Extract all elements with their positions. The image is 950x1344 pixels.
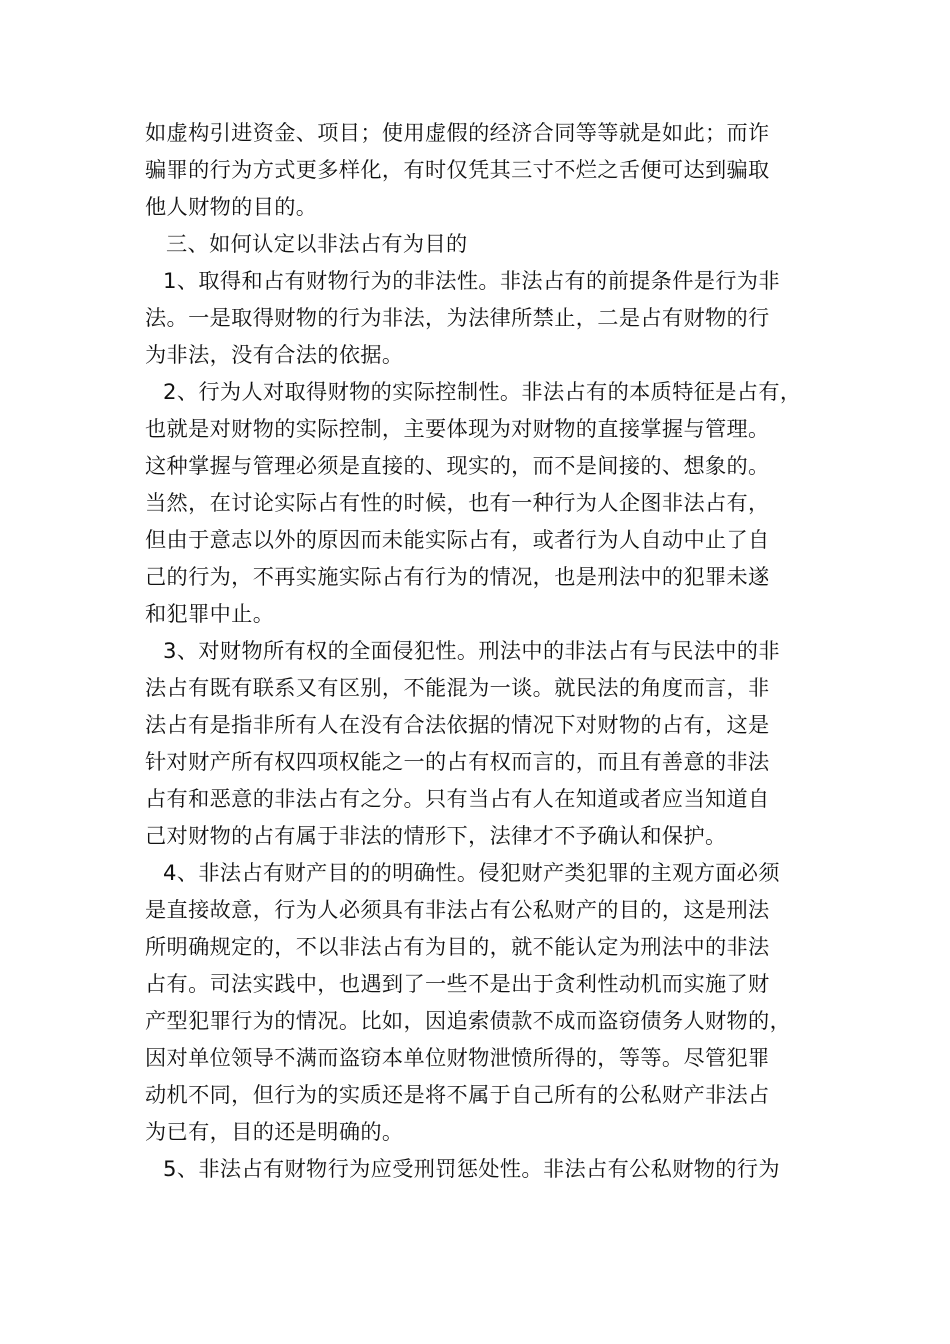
text-line: 为已有，目的还是明确的。: [145, 1119, 404, 1144]
text-line: 3、对财物所有权的全面侵犯性。刑法中的非法占有与民法中的非: [163, 638, 780, 663]
text-line: 也就是对财物的实际控制，主要体现为对财物的直接掌握与管理。: [145, 416, 770, 441]
text-line: 4、非法占有财产目的的明确性。侵犯财产类犯罪的主观方面必须: [163, 860, 780, 885]
text-line: 5、非法占有财物行为应受刑罚惩处性。非法占有公私财物的行为: [163, 1156, 780, 1181]
text-line: 骗罪的行为方式更多样化，有时仅凭其三寸不烂之舌便可达到骗取: [145, 157, 770, 182]
text-line: 法。一是取得财物的行为非法，为法律所禁止，二是占有财物的行: [145, 305, 770, 330]
text-line: 占有。司法实践中，也遇到了一些不是出于贪利性动机而实施了财: [145, 971, 770, 996]
text-line: 但由于意志以外的原因而未能实际占有，或者行为人自动中止了自: [145, 527, 770, 552]
text-line: 1、取得和占有财物行为的非法性。非法占有的前提条件是行为非: [163, 268, 780, 293]
text-line: 这种掌握与管理必须是直接的、现实的，而不是间接的、想象的。: [145, 453, 770, 478]
text-line: 己的行为，不再实施实际占有行为的情况，也是刑法中的犯罪未遂: [145, 564, 770, 589]
text-line: 己对财物的占有属于非法的情形下，法律才不予确认和保护。: [145, 823, 727, 848]
text-line: 2、行为人对取得财物的实际控制性。非法占有的本质特征是占有，: [163, 379, 802, 404]
text-line: 产型犯罪行为的情况。比如，因追索债款不成而盗窃债务人财物的，: [145, 1008, 792, 1033]
text-line: 法占有是指非所有人在没有合法依据的情况下对财物的占有，这是: [145, 712, 770, 737]
text-line: 占有和恶意的非法占有之分。只有当占有人在知道或者应当知道自: [145, 786, 770, 811]
text-line: 是直接故意，行为人必须具有非法占有公私财产的目的，这是刑法: [145, 897, 770, 922]
text-line: 法占有既有联系又有区别，不能混为一谈。就民法的角度而言，非: [145, 675, 770, 700]
text-line: 如虚构引进资金、项目；使用虚假的经济合同等等就是如此；而诈: [145, 120, 770, 145]
text-line: 他人财物的目的。: [145, 194, 318, 219]
text-line: 所明确规定的，不以非法占有为目的，就不能认定为刑法中的非法: [145, 934, 770, 959]
text-line: 针对财产所有权四项权能之一的占有权而言的，而且有善意的非法: [145, 749, 770, 774]
text-line: 动机不同，但行为的实质还是将不属于自己所有的公私财产非法占: [145, 1082, 770, 1107]
section-heading: 三、如何认定以非法占有为目的: [166, 231, 468, 256]
text-line: 和犯罪中止。: [145, 601, 275, 626]
text-line: 为非法，没有合法的依据。: [145, 342, 404, 367]
text-line: 当然，在讨论实际占有性的时候，也有一种行为人企图非法占有，: [145, 490, 770, 515]
text-line: 因对单位领导不满而盗窃本单位财物泄愤所得的，等等。尽管犯罪: [145, 1045, 770, 1070]
